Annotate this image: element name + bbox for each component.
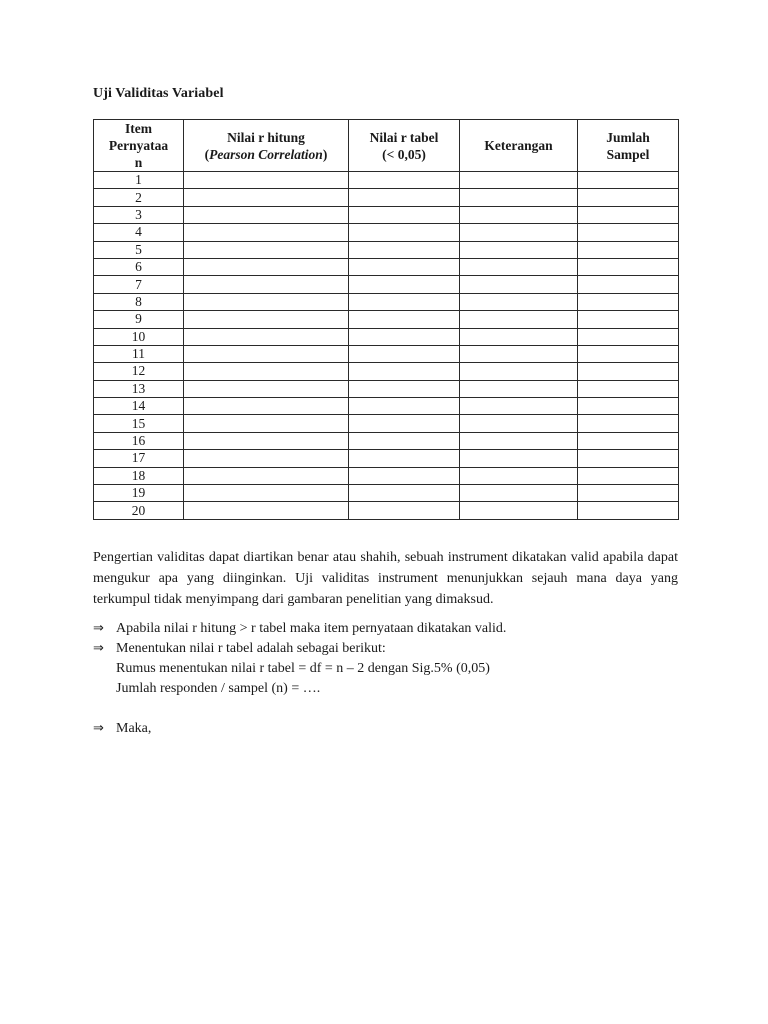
row-number-cell: 8	[94, 293, 184, 310]
table-row	[94, 189, 679, 206]
header-r-hitung-line-1: Nilai r hitung	[227, 129, 305, 145]
double-right-arrow-icon: ⇒	[93, 621, 104, 636]
jumlah-sampel-cell	[578, 206, 679, 223]
header-item-line-2: Pernyataa	[108, 138, 169, 153]
keterangan-cell	[460, 241, 578, 258]
jumlah-sampel-cell	[578, 345, 679, 362]
row-number-cell: 16	[94, 432, 184, 449]
keterangan-cell	[460, 258, 578, 275]
keterangan-cell	[460, 398, 578, 415]
table-row	[94, 206, 679, 223]
table-row	[94, 398, 679, 415]
table-row	[94, 467, 679, 484]
table-row	[94, 258, 679, 275]
r-tabel-cell	[349, 363, 460, 380]
jumlah-sampel-cell	[578, 224, 679, 241]
bullet-item	[93, 719, 678, 739]
jumlah-sampel-cell	[578, 293, 679, 310]
table-row	[94, 241, 679, 258]
table-row	[94, 415, 679, 432]
table-body	[94, 172, 679, 520]
keterangan-cell	[460, 311, 578, 328]
row-number-cell: 1	[94, 172, 184, 189]
keterangan-cell	[460, 363, 578, 380]
keterangan-cell	[460, 432, 578, 449]
header-r-hitung-line-2: (Pearson Correlation)	[204, 146, 328, 162]
header-item-pernyataan	[94, 120, 184, 172]
r-tabel-cell	[349, 467, 460, 484]
row-number-cell: 12	[94, 363, 184, 380]
table-row	[94, 276, 679, 293]
jumlah-sampel-cell	[578, 398, 679, 415]
table-row	[94, 432, 679, 449]
jumlah-sampel-cell	[578, 189, 679, 206]
r-tabel-cell	[349, 311, 460, 328]
r-tabel-cell	[349, 415, 460, 432]
keterangan-cell	[460, 276, 578, 293]
r-hitung-cell	[184, 485, 349, 502]
table-row	[94, 363, 679, 380]
keterangan-cell	[460, 206, 578, 223]
r-tabel-cell	[349, 345, 460, 362]
keterangan-cell	[460, 380, 578, 397]
header-r-tabel	[349, 120, 460, 172]
r-hitung-cell	[184, 415, 349, 432]
row-number-cell: 9	[94, 311, 184, 328]
page-title: Uji Validitas Variabel	[93, 86, 224, 101]
r-tabel-cell	[349, 380, 460, 397]
keterangan-cell	[460, 450, 578, 467]
bullet-text-r-tabel: Menentukan nilai r tabel adalah sebagai berikut:	[116, 641, 386, 656]
r-tabel-cell	[349, 172, 460, 189]
header-keterangan: Keterangan	[460, 120, 578, 172]
jumlah-sampel-cell	[578, 276, 679, 293]
r-tabel-cell	[349, 398, 460, 415]
jumlah-sampel-cell	[578, 363, 679, 380]
row-number-cell: 18	[94, 467, 184, 484]
r-tabel-cell	[349, 189, 460, 206]
table-header-row	[94, 120, 679, 172]
jumlah-sampel-cell	[578, 450, 679, 467]
r-hitung-cell	[184, 224, 349, 241]
validity-table	[93, 119, 679, 520]
r-tabel-cell	[349, 241, 460, 258]
row-number-cell: 11	[94, 345, 184, 362]
row-number-cell: 14	[94, 398, 184, 415]
keterangan-cell	[460, 328, 578, 345]
r-tabel-cell	[349, 224, 460, 241]
keterangan-cell	[460, 345, 578, 362]
table-row	[94, 293, 679, 310]
jumlah-sampel-cell	[578, 415, 679, 432]
jumlah-sampel-cell	[578, 502, 679, 519]
row-number-cell: 3	[94, 206, 184, 223]
r-tabel-cell	[349, 258, 460, 275]
row-number-cell: 20	[94, 502, 184, 519]
jumlah-sampel-cell	[578, 172, 679, 189]
table-row	[94, 502, 679, 519]
keterangan-cell	[460, 189, 578, 206]
table-row	[94, 345, 679, 362]
r-hitung-cell	[184, 398, 349, 415]
double-right-arrow-icon: ⇒	[93, 641, 104, 656]
r-tabel-cell	[349, 485, 460, 502]
keterangan-cell	[460, 485, 578, 502]
table-row	[94, 450, 679, 467]
bullet-text-valid-rule: Apabila nilai r hitung > r tabel maka item pernyataan dikatakan valid.	[116, 621, 507, 636]
jumlah-sampel-cell	[578, 380, 679, 397]
header-jumlah-line-1: Jumlah	[606, 129, 650, 145]
row-number-cell: 7	[94, 276, 184, 293]
r-tabel-cell	[349, 206, 460, 223]
r-hitung-cell	[184, 328, 349, 345]
bullet-list	[93, 619, 678, 739]
row-number-cell: 15	[94, 415, 184, 432]
row-number-cell: 17	[94, 450, 184, 467]
r-tabel-cell	[349, 276, 460, 293]
header-item-line-3: n	[134, 155, 143, 170]
header-r-hitung	[184, 120, 349, 172]
jumlah-sampel-cell	[578, 485, 679, 502]
table-row	[94, 328, 679, 345]
bullet-item	[93, 619, 678, 639]
jumlah-sampel-cell	[578, 311, 679, 328]
r-tabel-cell	[349, 502, 460, 519]
r-tabel-cell	[349, 432, 460, 449]
r-hitung-cell	[184, 276, 349, 293]
table-row	[94, 380, 679, 397]
r-tabel-cell	[349, 328, 460, 345]
r-hitung-cell	[184, 450, 349, 467]
row-number-cell: 2	[94, 189, 184, 206]
jumlah-sampel-cell	[578, 467, 679, 484]
header-item-line-1: Item	[125, 121, 152, 136]
bullet-item	[93, 639, 678, 659]
double-right-arrow-icon: ⇒	[93, 721, 104, 736]
header-r-tabel-line-2: (< 0,05)	[382, 146, 426, 162]
table-row	[94, 311, 679, 328]
r-hitung-cell	[184, 432, 349, 449]
r-hitung-cell	[184, 258, 349, 275]
r-tabel-cell	[349, 450, 460, 467]
keterangan-cell	[460, 502, 578, 519]
r-hitung-cell	[184, 206, 349, 223]
keterangan-cell	[460, 415, 578, 432]
r-tabel-cell	[349, 293, 460, 310]
keterangan-cell	[460, 467, 578, 484]
r-hitung-cell	[184, 345, 349, 362]
r-hitung-cell	[184, 380, 349, 397]
r-hitung-cell	[184, 172, 349, 189]
header-jumlah-line-2: Sampel	[606, 146, 650, 162]
r-hitung-cell	[184, 467, 349, 484]
table-row	[94, 172, 679, 189]
keterangan-cell	[460, 293, 578, 310]
row-number-cell: 10	[94, 328, 184, 345]
table-row	[94, 485, 679, 502]
header-pearson-correlation: Pearson Correlation	[209, 146, 323, 162]
formula-line: Rumus menentukan nilai r tabel = df = n – 2 dengan Sig.5% (0,05)	[116, 661, 490, 676]
r-hitung-cell	[184, 241, 349, 258]
r-hitung-cell	[184, 189, 349, 206]
r-hitung-cell	[184, 363, 349, 380]
jumlah-sampel-cell	[578, 432, 679, 449]
r-hitung-cell	[184, 311, 349, 328]
bullet-text-maka: Maka,	[116, 721, 152, 736]
header-r-tabel-line-1: Nilai r tabel	[369, 129, 439, 145]
header-jumlah-sampel	[578, 120, 679, 172]
keterangan-cell	[460, 172, 578, 189]
respondent-count-line: Jumlah responden / sampel (n) = ….	[116, 681, 321, 696]
validity-definition-paragraph: Pengertian validitas dapat diartikan benar atau shahih, sebuah instrument dikatakan valid apabila dapat mengukur apa yang diinginkan. Uji validitas instrument menunjukkan sejauh mana daya yang terkumpul tidak menyimpang dari gambaran penelitian yang dimaksud.	[93, 550, 678, 607]
jumlah-sampel-cell	[578, 258, 679, 275]
r-hitung-cell	[184, 293, 349, 310]
jumlah-sampel-cell	[578, 241, 679, 258]
table-row	[94, 224, 679, 241]
row-number-cell: 19	[94, 485, 184, 502]
row-number-cell: 6	[94, 258, 184, 275]
row-number-cell: 5	[94, 241, 184, 258]
jumlah-sampel-cell	[578, 328, 679, 345]
keterangan-cell	[460, 224, 578, 241]
r-hitung-cell	[184, 502, 349, 519]
spacer	[93, 699, 678, 719]
row-number-cell: 13	[94, 380, 184, 397]
row-number-cell: 4	[94, 224, 184, 241]
